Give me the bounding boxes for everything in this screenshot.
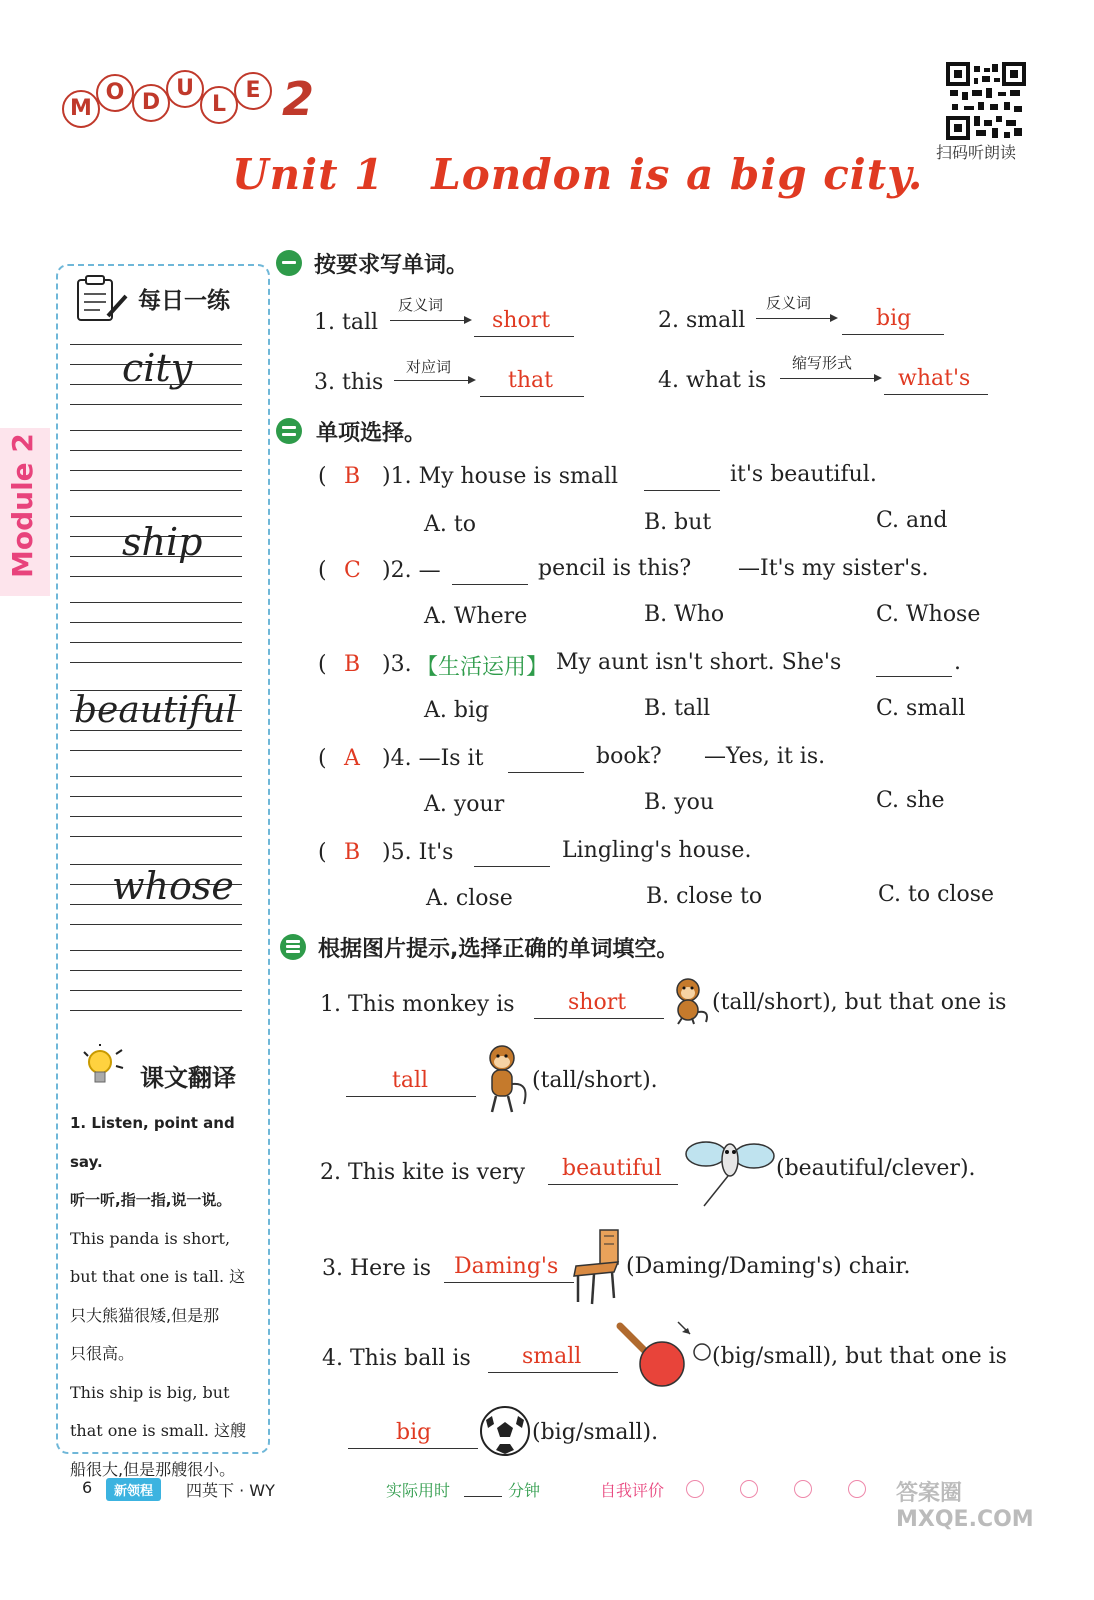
choice-option: B. you [644, 790, 714, 815]
blank-line [508, 772, 584, 773]
fill-line [346, 1096, 476, 1097]
section-three-icon [280, 934, 306, 960]
choice-question-end: My aunt isn't short. She's [556, 650, 842, 675]
module-letter: M [62, 90, 100, 128]
relation-label: 缩写形式 [792, 354, 853, 372]
fill-choices: (big/small), but that one is [712, 1344, 1007, 1369]
choice-option: B. tall [644, 696, 711, 721]
side-tab [0, 428, 50, 596]
self-eval-faces[interactable] [686, 1480, 902, 1502]
fill-answer: small [522, 1344, 582, 1369]
module-letter: U [166, 70, 204, 108]
fill-answer: Daming's [454, 1254, 559, 1279]
choice-bracket: ( [318, 652, 327, 677]
fill-answer: beautiful [562, 1156, 662, 1181]
answer-line [474, 336, 574, 337]
choice-bracket: ( [318, 558, 327, 583]
choice-option: A. close [426, 886, 513, 911]
choice-response: —It's my sister's. [738, 556, 929, 581]
handwriting-word: ship [122, 520, 203, 564]
choice-question: )1. My house is small [382, 464, 619, 489]
fill-choices: (tall/short). [532, 1068, 658, 1093]
module-letter: O [96, 74, 134, 112]
translation-text [70, 1104, 266, 1489]
fill-question: 3. Here is [322, 1256, 432, 1281]
word-item-num: 1. tall [314, 310, 379, 335]
choice-option: C. small [876, 696, 966, 721]
translation-line: that one is small. 这艘 [70, 1421, 247, 1440]
choice-question-end: Lingling's house. [562, 838, 752, 863]
fill-choices: (beautiful/clever). [776, 1156, 976, 1181]
choice-question: )2. — [382, 558, 441, 583]
relation-label: 反义词 [398, 296, 444, 314]
blank-line [474, 866, 550, 867]
lightbulb-icon [82, 1044, 126, 1092]
fill-line [548, 1184, 678, 1185]
translation-line: This panda is short, [70, 1228, 231, 1248]
short-monkey-icon [664, 976, 712, 1026]
translation-title: 课文翻译 [140, 1064, 236, 1092]
arrow-icon [780, 378, 880, 379]
handwriting-area [70, 340, 242, 1020]
module-letter: D [132, 84, 170, 122]
choice-option: C. Whose [876, 602, 981, 627]
section-three-title: 根据图片提示,选择正确的单词填空。 [318, 937, 679, 962]
time-blank[interactable] [464, 1496, 502, 1497]
face-icon[interactable] [848, 1480, 866, 1498]
choice-bracket: ( [318, 840, 327, 865]
section-one-icon [276, 250, 302, 276]
choice-question: )4. —Is it [382, 746, 484, 771]
ping-pong-paddle-icon [616, 1320, 712, 1388]
blank-line [876, 676, 952, 677]
tall-monkey-icon [474, 1044, 532, 1114]
page-number: 6 [82, 1478, 93, 1497]
handwriting-word: beautiful [74, 690, 238, 731]
choice-question-end: book? [596, 744, 662, 769]
fill-answer: big [396, 1420, 432, 1445]
grade-label: 四英下 · WY [186, 1481, 275, 1500]
minutes-label: 分钟 [508, 1481, 541, 1500]
fill-question: 2. This kite is very [320, 1160, 526, 1185]
choice-answer: B [344, 652, 361, 677]
choice-answer: C [344, 558, 361, 583]
self-eval-label: 自我评价 [600, 1481, 665, 1500]
unit-title: Unit 1 London is a big city. [232, 150, 924, 199]
choice-question: )3. [382, 652, 412, 677]
choice-question-end: pencil is this? [538, 556, 692, 581]
soccer-ball-icon [478, 1404, 532, 1458]
choice-answer: B [344, 464, 361, 489]
fill-choices: (Daming/Daming's) chair. [626, 1254, 911, 1279]
section-two-icon [276, 418, 302, 444]
relation-label: 反义词 [766, 294, 812, 312]
translation-line: 只大熊猫很矮,但是那 [70, 1305, 220, 1325]
choice-option: A. your [424, 792, 505, 817]
life-use-tag: 【生活运用】 [416, 655, 549, 680]
answer-text: big [876, 306, 912, 331]
fill-answer: tall [392, 1068, 429, 1093]
fill-line [444, 1282, 574, 1283]
side-tab-label: Module 2 [6, 433, 39, 578]
blank-line [644, 490, 720, 491]
fill-answer: short [568, 990, 627, 1015]
choice-answer: B [344, 840, 361, 865]
translation-line: but that one is tall. 这 [70, 1267, 246, 1286]
choice-option: C. and [876, 508, 948, 533]
arrow-icon [394, 380, 474, 381]
choice-option: C. she [876, 788, 945, 813]
answer-text: short [492, 308, 551, 333]
module-number: 2 [282, 72, 315, 126]
kite-icon [684, 1130, 776, 1208]
choice-bracket: ( [318, 746, 327, 771]
module-letter: L [200, 86, 238, 124]
answer-line [480, 396, 584, 397]
clipboard-icon [72, 272, 130, 324]
choice-option: A. to [424, 512, 476, 537]
choice-option: A. big [424, 698, 490, 723]
qr-label: 扫码听朗读 [936, 143, 1017, 162]
choice-period: . [954, 650, 961, 675]
translation-line: 只很高。 [70, 1344, 135, 1363]
choice-option: B. close to [646, 884, 763, 909]
choice-option: B. but [644, 510, 712, 535]
face-icon[interactable] [686, 1480, 704, 1498]
fill-line [488, 1372, 618, 1373]
answer-text: what's [898, 366, 971, 391]
choice-question-end: it's beautiful. [730, 462, 877, 487]
blank-line [452, 584, 528, 585]
choice-option: A. Where [424, 604, 528, 629]
choice-option: C. to close [878, 882, 995, 907]
translation-heading-cn: 听一听,指一指,说一说。 [70, 1191, 232, 1209]
brand-badge: 新领程 [106, 1478, 161, 1501]
watermark: 答案圈 MXQE.COM [896, 1481, 1034, 1532]
word-item-num: 3. this [314, 370, 384, 395]
arrow-icon [390, 320, 470, 321]
chair-icon [570, 1226, 626, 1306]
face-icon[interactable] [740, 1480, 758, 1498]
answer-line [884, 394, 988, 395]
time-used-label: 实际用时 [386, 1481, 451, 1500]
choice-option: B. Who [644, 602, 725, 627]
fill-question: 1. This monkey is [320, 992, 515, 1017]
translation-line: This ship is big, but [70, 1382, 230, 1402]
fill-line [534, 1018, 664, 1019]
handwriting-word: city [122, 346, 193, 390]
qr-code-icon[interactable] [946, 62, 1026, 140]
word-item-num: 2. small [658, 308, 746, 333]
fill-line [348, 1448, 478, 1449]
choice-answer: A [344, 746, 360, 771]
module-letter: E [234, 72, 272, 110]
section-one-title: 按要求写单词。 [314, 253, 469, 278]
translation-line: 船很大,但是那艘很小。 [70, 1459, 236, 1479]
handwriting-word: whose [112, 864, 234, 908]
answer-text: that [508, 368, 553, 393]
section-two-title: 单项选择。 [316, 421, 427, 446]
choice-response: —Yes, it is. [704, 744, 826, 769]
answer-line [842, 334, 944, 335]
translation-heading: 1. Listen, point and say. [70, 1114, 235, 1171]
arrow-icon [756, 318, 836, 319]
fill-choices: (tall/short), but that one is [712, 990, 1007, 1015]
word-item-num: 4. what is [658, 368, 767, 393]
daily-practice-title: 每日一练 [138, 288, 230, 314]
fill-question: 4. This ball is [322, 1346, 471, 1371]
face-icon[interactable] [794, 1480, 812, 1498]
choice-bracket: ( [318, 464, 327, 489]
fill-choices: (big/small). [532, 1420, 659, 1445]
relation-label: 对应词 [406, 358, 452, 376]
choice-question: )5. It's [382, 840, 454, 865]
